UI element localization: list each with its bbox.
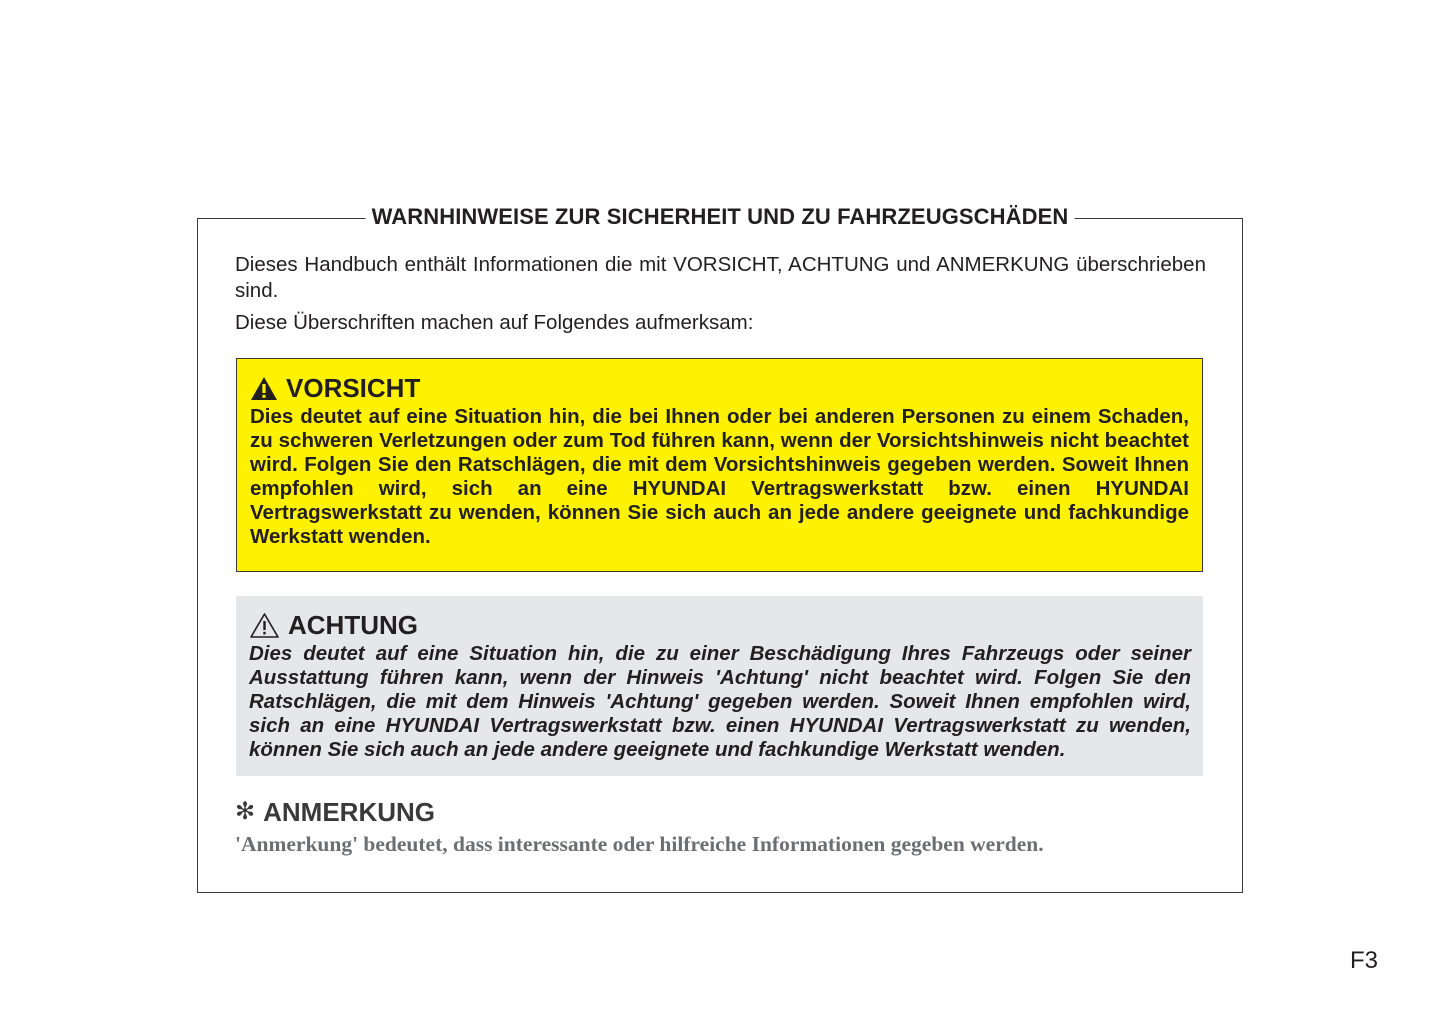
page-number: F3 bbox=[1350, 947, 1379, 974]
caution-text: Dies deutet auf eine Situation hin, die zu einer Beschädigung Ihres Fahrzeugs oder seiner Ausstattung führen kann, wenn der Hinweis 'Achtung' nicht beachtet wird. Folgen Sie den Ratschlägen, die mit dem Hinweis 'Achtung' gegeben werden. Soweit Ihnen empfohlen wird, sich an eine HYUNDAI Vertragswerkstatt bzw. einen HYUNDAI Vertragswerkstatt zu wenden, können Sie sich auch an jede andere geeignete und fachkundige Werkstatt wenden. bbox=[249, 642, 1191, 761]
caution-heading bbox=[249, 608, 1191, 642]
intro-paragraph-1: Dieses Handbuch enthält Informationen die mit VORSICHT, ACHTUNG und ANMERKUNG überschrieben sind. bbox=[235, 253, 1206, 302]
note-section bbox=[235, 795, 1206, 858]
safety-notice-frame bbox=[197, 204, 1243, 893]
note-heading bbox=[235, 795, 1206, 829]
note-text: 'Anmerkung' bedeutet, dass interessante oder hilfreiche Informationen gegeben werden. bbox=[235, 832, 1044, 856]
section-title: WARNHINWEISE ZUR SICHERHEIT UND ZU FAHRZEUGSCHÄDEN bbox=[366, 202, 1075, 232]
caution-box bbox=[236, 596, 1203, 776]
intro-paragraph-2: Diese Überschriften machen auf Folgendes aufmerksam: bbox=[235, 311, 754, 334]
note-heading-label: ANMERKUNG bbox=[263, 797, 435, 827]
caution-heading-label: ACHTUNG bbox=[288, 610, 418, 640]
caution-triangle-outline-icon bbox=[249, 612, 280, 639]
warning-heading bbox=[250, 371, 1189, 405]
warning-text: Dies deutet auf eine Situation hin, die bei Ihnen oder bei anderen Personen zu einem Schaden, zu schweren Verletzungen oder zum Tod führen kann, wenn der Vorsichtshinweis nicht beachtet wird. Folgen Sie den Ratschlägen, die mit dem Vorsichtshinweis gegeben werden. Soweit Ihnen empfohlen wird, sich an eine HYUNDAI Vertragswerkstatt bzw. einen HYUNDAI Vertragswerkstatt zu wenden, können Sie sich auch an jede andere geeignete und fachkundige Werkstatt wenden. bbox=[250, 405, 1189, 548]
warning-heading-label: VORSICHT bbox=[286, 373, 421, 403]
asterisk-icon: ✻ bbox=[235, 798, 256, 825]
intro-text bbox=[235, 252, 1206, 336]
warning-triangle-icon bbox=[250, 376, 278, 401]
warning-box bbox=[236, 358, 1203, 572]
